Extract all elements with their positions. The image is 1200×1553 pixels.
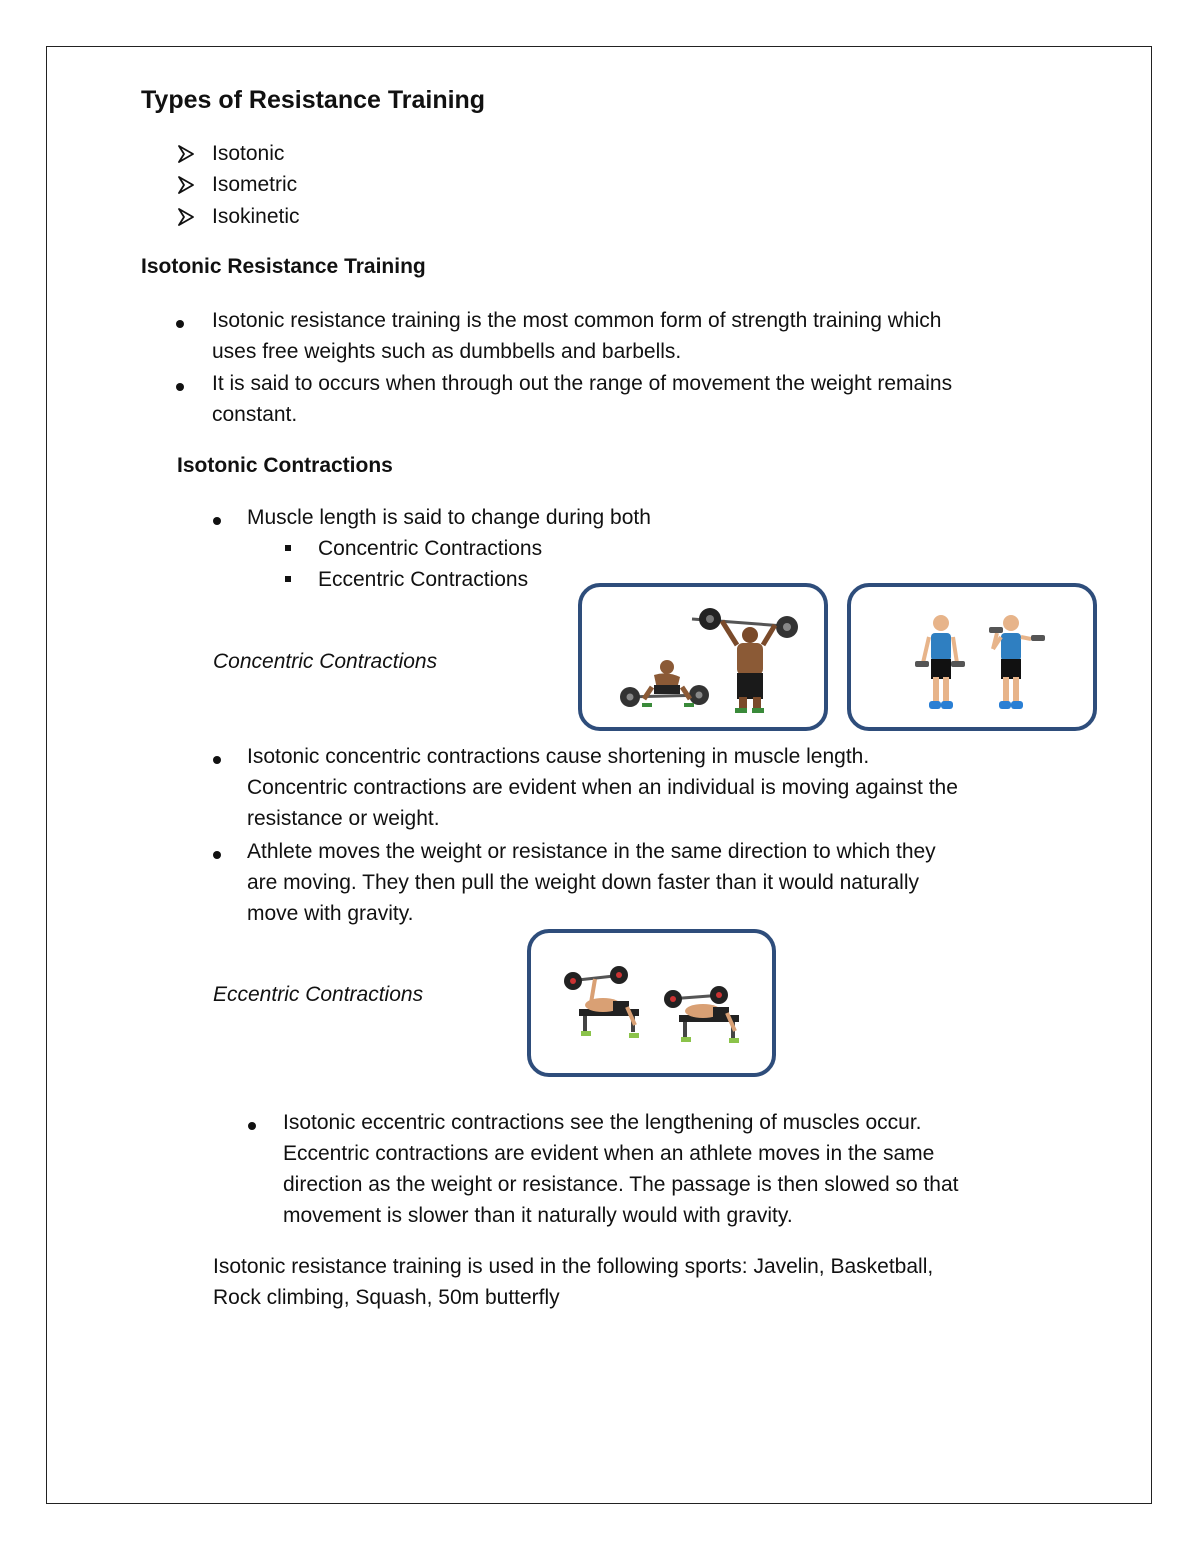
type-item-isotonic — [178, 142, 284, 166]
text-line: Isotonic resistance training is the most common form of strength training which — [212, 309, 942, 332]
sub-item-eccentric: Eccentric Contractions — [318, 568, 529, 591]
sub-item-concentric: Concentric Contractions — [318, 537, 543, 560]
muscle-length-text: Muscle length is said to change during both — [247, 506, 651, 529]
text-line: Rock climbing, Squash, 50m butterfly — [213, 1286, 560, 1309]
bench-press-image — [527, 929, 776, 1077]
bullet-dot — [213, 517, 221, 525]
eccentric-point — [283, 1107, 959, 1231]
text-line: movement is slower than it naturally would with gravity. — [283, 1204, 793, 1227]
text-line: move with gravity. — [247, 902, 414, 925]
text-line: It is said to occurs when through out the range of movement the weight remains — [212, 372, 953, 395]
dumbbell-curl-illustration — [851, 587, 1093, 727]
text-line: uses free weights such as dumbbells and barbells. — [212, 340, 682, 363]
concentric-label: Concentric Contractions — [213, 650, 438, 673]
text-line: Concentric contractions are evident when an individual is moving against the — [247, 776, 958, 799]
dumbbell-curl-image — [847, 583, 1097, 731]
weightlifting-image — [578, 583, 828, 731]
bullet-dot — [213, 851, 221, 859]
arrow-bullet-icon — [178, 176, 194, 194]
isotonic-point-2 — [212, 368, 952, 430]
arrow-bullet-icon — [178, 145, 194, 163]
bench-press-illustration — [531, 933, 772, 1073]
type-label: Isotonic — [212, 142, 285, 165]
eccentric-label: Eccentric Contractions — [213, 983, 424, 1006]
type-label: Isokinetic — [212, 205, 300, 228]
text-line: constant. — [212, 403, 298, 426]
weightlifter-illustration — [582, 587, 824, 727]
text-line: Isotonic concentric contractions cause shortening in muscle length. — [247, 745, 870, 768]
text-line: Eccentric contractions are evident when an athlete moves in the same — [283, 1142, 935, 1165]
isotonic-heading: Isotonic Resistance Training — [141, 255, 426, 278]
text-line: Isotonic eccentric contractions see the lengthening of muscles occur. — [283, 1111, 922, 1134]
arrow-bullet-icon — [178, 208, 194, 226]
isotonic-point-1 — [212, 305, 941, 367]
square-bullet — [285, 545, 291, 551]
bullet-dot — [176, 383, 184, 391]
type-item-isokinetic — [178, 205, 300, 229]
type-label: Isometric — [212, 173, 298, 196]
bullet-dot — [213, 756, 221, 764]
sports-paragraph — [213, 1251, 933, 1313]
type-item-isometric — [178, 173, 297, 197]
concentric-point-1 — [247, 741, 958, 834]
text-line: Athlete moves the weight or resistance in the same direction to which they — [247, 840, 936, 863]
text-line: direction as the weight or resistance. The passage is then slowed so that — [283, 1173, 959, 1196]
bullet-dot — [176, 320, 184, 328]
square-bullet — [285, 576, 291, 582]
text-line: resistance or weight. — [247, 807, 440, 830]
bullet-dot — [248, 1122, 256, 1130]
text-line: are moving. They then pull the weight down faster than it would naturally — [247, 871, 919, 894]
contractions-heading: Isotonic Contractions — [177, 454, 393, 477]
page-title: Types of Resistance Training — [141, 86, 486, 114]
concentric-point-2 — [247, 836, 936, 929]
text-line: Isotonic resistance training is used in the following sports: Javelin, Basketball, — [213, 1255, 934, 1278]
